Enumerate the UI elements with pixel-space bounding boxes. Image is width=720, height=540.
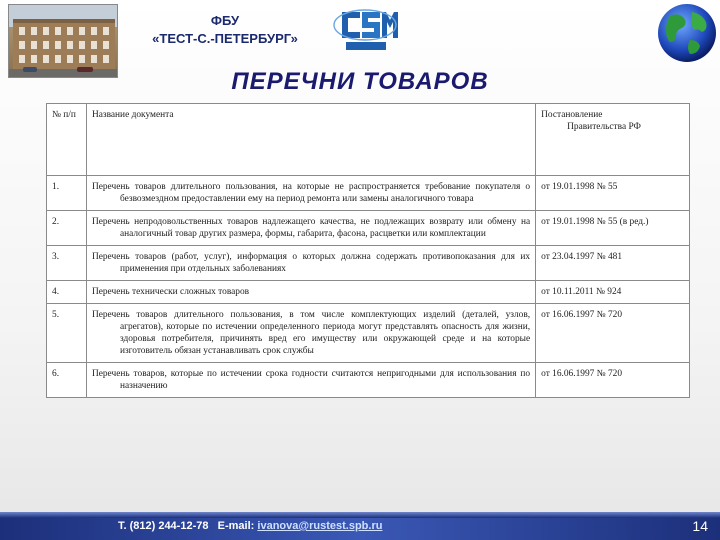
org-line-1: ФБУ [210, 13, 240, 28]
row-decree: от 16.06.1997 № 720 [536, 304, 690, 363]
footer-phone: Т. (812) 244-12-78 [118, 520, 209, 532]
row-document-name: Перечень товаров (работ, услуг), информация о которых должна содержать противопоказания для их применения при отдельных заболеваниях [86, 246, 535, 281]
table-row [47, 176, 690, 211]
table-row [47, 363, 690, 398]
csm-logo [332, 6, 398, 54]
goods-lists-table [46, 103, 690, 398]
row-decree: от 10.11.2011 № 924 [536, 281, 690, 304]
footer-email-label: E-mail: [217, 520, 255, 532]
row-document-name: Перечень непродовольственных товаров надлежащего качества, не подлежащих возврату или обмену на аналогичный товар других размера, формы, габарита, фасона, расцветки или комплектации [86, 211, 535, 246]
row-num: 3. [47, 246, 87, 281]
col-header-num: № п/п [47, 104, 87, 176]
organization-name [120, 12, 330, 48]
header [0, 0, 720, 100]
col-header-decree-line-2: Правительства РФ [567, 122, 641, 132]
footer-contact [118, 520, 382, 532]
row-decree: от 19.01.1998 № 55 (в ред.) [536, 211, 690, 246]
table-row [47, 304, 690, 363]
row-document-name: Перечень товаров длительного пользования, на которые не распространяется требование покупателя о безвозмездном предоставлении ему на период ремонта или замены аналогичного товара [86, 176, 535, 211]
row-num: 6. [47, 363, 87, 398]
col-header-decree-line-1: Постановление [541, 110, 603, 120]
row-num: 2. [47, 211, 87, 246]
row-num: 1. [47, 176, 87, 211]
row-document-name: Перечень технически сложных товаров [86, 281, 535, 304]
col-header-decree [536, 104, 690, 176]
row-decree: от 16.06.1997 № 720 [536, 363, 690, 398]
table-row [47, 281, 690, 304]
globe-icon [656, 2, 718, 64]
row-decree: от 23.04.1997 № 481 [536, 246, 690, 281]
page-title: ПЕРЕЧНИ ТОВАРОВ [231, 68, 489, 95]
table-row [47, 211, 690, 246]
table-row [47, 246, 690, 281]
org-line-2: «ТЕСТ-С.-ПЕТЕРБУРГ» [152, 31, 298, 46]
row-document-name: Перечень товаров, которые по истечении срока годности считаются непригодными для использования по назначению [86, 363, 535, 398]
row-num: 4. [47, 281, 87, 304]
table-header-row [47, 104, 690, 176]
building-photo [8, 4, 118, 78]
page-number: 14 [692, 518, 708, 534]
row-document-name: Перечень товаров длительного пользования, в том числе комплектующих изделий (деталей, узлов, агрегатов), которые по истечении определенного периода могут представлять опасность для жизни, здоровья потребителя, причинять вред его имуществу или окружающей среде и на которые изготовитель обязан устанавливать срок службы [86, 304, 535, 363]
row-num: 5. [47, 304, 87, 363]
row-decree: от 19.01.1998 № 55 [536, 176, 690, 211]
col-header-name: Название документа [86, 104, 535, 176]
footer-email-link[interactable]: ivanova@rustest.spb.ru [257, 520, 383, 532]
